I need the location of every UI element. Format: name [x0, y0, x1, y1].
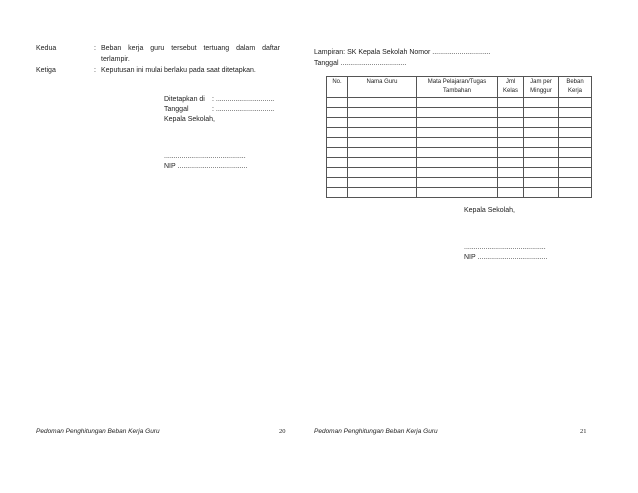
- header-line: Jml: [505, 79, 516, 85]
- table-cell: [348, 148, 417, 158]
- header-jam-per-minggu: [524, 77, 559, 98]
- item-kedua-text-cont: terlampir.: [101, 56, 130, 63]
- table-cell: [348, 108, 417, 118]
- table-body: [327, 98, 592, 198]
- table-cell: [417, 128, 498, 138]
- table-row: [327, 148, 592, 158]
- table-cell: [327, 98, 348, 108]
- table-cell: [327, 118, 348, 128]
- right-footer-text: Pedoman Penghitungan Beban Kerja Guru: [314, 428, 438, 435]
- header-no: [327, 77, 348, 98]
- ditetapkan-label: Ditetapkan di: [164, 96, 205, 103]
- header-line: No.: [332, 79, 342, 85]
- table-cell: [524, 128, 559, 138]
- item-ketiga-text: Keputusan ini mulai berlaku pada saat ditetapkan.: [101, 67, 256, 74]
- header-line: Kelas: [502, 88, 518, 94]
- signature-title: Kepala Sekolah,: [164, 116, 215, 123]
- header-line: Jam per: [530, 79, 552, 85]
- table-row: [327, 168, 592, 178]
- right-signature-name-line: ..........................................: [464, 244, 546, 251]
- table-cell: [498, 158, 524, 168]
- table-cell: [524, 108, 559, 118]
- table-cell: [559, 108, 592, 118]
- table-row: [327, 178, 592, 188]
- table-row: [327, 98, 592, 108]
- right-page-number: 21: [580, 428, 587, 435]
- table-cell: [498, 168, 524, 178]
- table-cell: [348, 138, 417, 148]
- page-number: 20: [279, 428, 286, 435]
- table-cell: [417, 118, 498, 128]
- table-cell: [524, 158, 559, 168]
- item-ketiga-label: Ketiga: [36, 67, 56, 74]
- lampiran-heading: Lampiran: SK Kepala Sekolah Nomor ..............................: [314, 49, 491, 56]
- header-mata-pelajaran: [417, 77, 498, 98]
- table-row: [327, 128, 592, 138]
- table-header-row: [327, 77, 592, 98]
- table-cell: [524, 118, 559, 128]
- right-signature-nip: NIP ....................................: [464, 254, 548, 261]
- header-line: Minggur: [530, 88, 552, 94]
- table-cell: [524, 178, 559, 188]
- footer-text: Pedoman Penghitungan Beban Kerja Guru: [36, 428, 160, 435]
- header-line: Nama Guru: [366, 79, 398, 85]
- table-cell: [327, 178, 348, 188]
- table-cell: [498, 108, 524, 118]
- table-row: [327, 188, 592, 198]
- header-line: Tambahan: [442, 88, 472, 94]
- item-kedua-label: Kedua: [36, 45, 57, 52]
- table-row: [327, 118, 592, 128]
- table-cell: [327, 148, 348, 158]
- table-cell: [417, 178, 498, 188]
- lampiran-tanggal: Tanggal ..................................: [314, 60, 407, 67]
- item-kedua-text: Beban kerja guru tersebut tertuang dalam daftar: [101, 45, 280, 52]
- table-cell: [524, 98, 559, 108]
- table-cell: [559, 178, 592, 188]
- table-cell: [559, 118, 592, 128]
- table-row: [327, 158, 592, 168]
- table-cell: [498, 118, 524, 128]
- table-cell: [559, 188, 592, 198]
- table-cell: [417, 188, 498, 198]
- table-cell: [327, 188, 348, 198]
- tanggal-value: : ..............................: [212, 106, 275, 113]
- table-cell: [417, 98, 498, 108]
- table-cell: [348, 188, 417, 198]
- table-cell: [417, 158, 498, 168]
- table-cell: [348, 168, 417, 178]
- table-cell: [559, 98, 592, 108]
- signature-nip: NIP ....................................: [164, 163, 248, 170]
- header-line: Kerja: [567, 88, 582, 94]
- table-cell: [417, 108, 498, 118]
- table-cell: [559, 168, 592, 178]
- table-cell: [348, 128, 417, 138]
- table-cell: [327, 128, 348, 138]
- table-cell: [348, 158, 417, 168]
- ditetapkan-value: : ..............................: [212, 96, 275, 103]
- table-cell: [524, 138, 559, 148]
- table-cell: [498, 128, 524, 138]
- right-signature-title: Kepala Sekolah,: [464, 207, 515, 214]
- table-cell: [498, 148, 524, 158]
- item-ketiga-colon: :: [94, 67, 96, 74]
- table-cell: [498, 188, 524, 198]
- table-cell: [559, 148, 592, 158]
- table-cell: [559, 158, 592, 168]
- table-cell: [417, 148, 498, 158]
- table-cell: [348, 98, 417, 108]
- table-cell: [498, 138, 524, 148]
- table-cell: [524, 148, 559, 158]
- table-cell: [417, 138, 498, 148]
- table-row: [327, 108, 592, 118]
- signature-name-line: ..........................................: [164, 153, 246, 160]
- table-row: [327, 138, 592, 148]
- header-line: Beban: [566, 79, 584, 85]
- table-cell: [348, 118, 417, 128]
- table-cell: [498, 178, 524, 188]
- header-jml-kelas: [498, 77, 524, 98]
- table-cell: [524, 168, 559, 178]
- table-cell: [327, 138, 348, 148]
- header-nama-guru: [348, 77, 417, 98]
- table-cell: [327, 108, 348, 118]
- table-cell: [559, 128, 592, 138]
- table-cell: [348, 178, 417, 188]
- item-kedua-colon: :: [94, 45, 96, 52]
- header-beban-kerja: [559, 77, 592, 98]
- table-cell: [559, 138, 592, 148]
- table-cell: [498, 98, 524, 108]
- table-cell: [327, 158, 348, 168]
- table-cell: [327, 168, 348, 178]
- assignment-table: [326, 76, 592, 198]
- table-cell: [524, 188, 559, 198]
- header-line: Mata Pelajaran/Tugas: [427, 79, 487, 85]
- tanggal-label: Tanggal: [164, 106, 189, 113]
- table-cell: [417, 168, 498, 178]
